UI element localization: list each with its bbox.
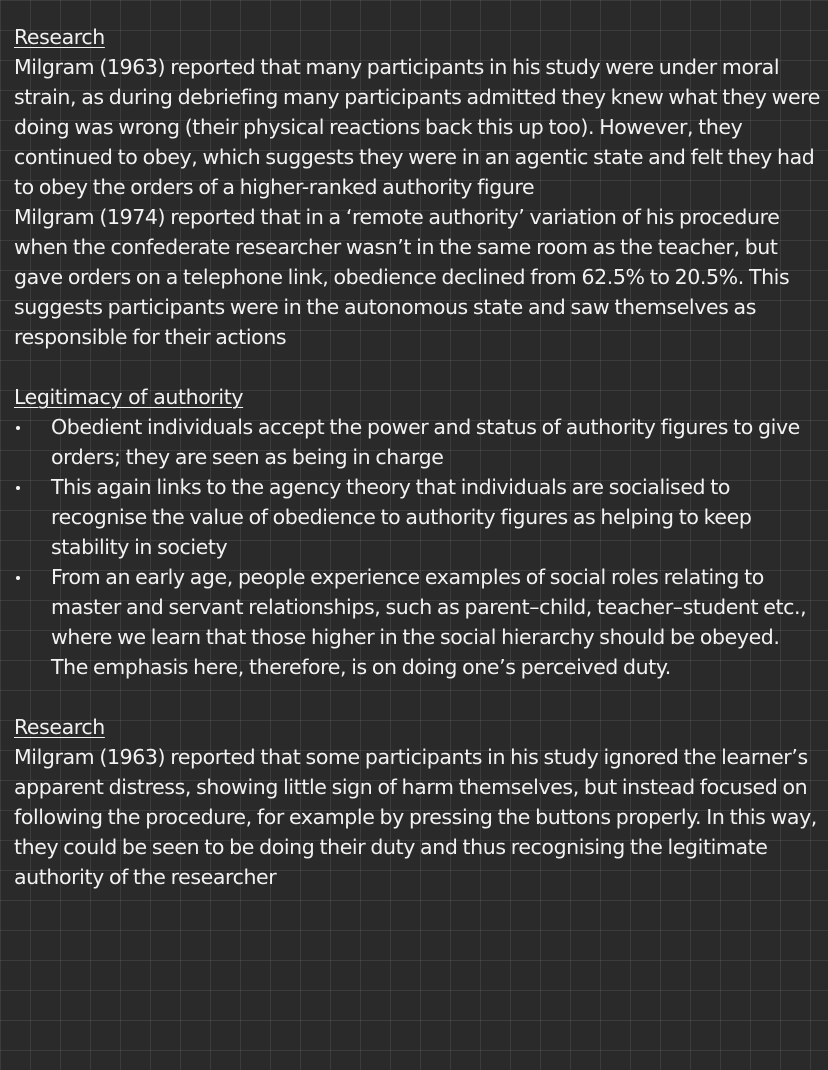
research-section-2 [14, 712, 820, 892]
list-item-text: From an early age, people experience examples of social roles relating to master and servant relationships, such as parent–child, teacher–student etc., where we learn that those higher in the social hierarchy should be obeyed. The emphasis here, therefore, is on doing one’s perceived duty. [51, 565, 807, 679]
list-item-text: Obedient individuals accept the power and status of authority figures to give orders; they are seen as being in charge [51, 415, 800, 469]
bullet-icon [16, 486, 20, 490]
research-section-1 [14, 22, 820, 352]
bullet-icon [16, 426, 20, 430]
spacer [14, 352, 820, 382]
list-item [14, 562, 820, 682]
section-heading: Research [14, 25, 105, 49]
list-item [14, 412, 820, 472]
bullet-icon [16, 576, 20, 580]
legitimacy-section [14, 382, 820, 682]
notes-page [14, 22, 820, 892]
list-item-text: This again links to the agency theory that individuals are socialised to recognise the value of obedience to authority figures as helping to keep stability in society [51, 475, 752, 559]
section-heading: Research [14, 715, 105, 739]
paragraph: Milgram (1974) reported that in a ‘remote authority’ variation of his procedure when the confederate researcher wasn’t in the same room as the teacher, but gave orders on a telephone link, obedience declined from 62.5% to 20.5%. This suggests participants were in the autonomous state and saw themselves as responsible for their actions [14, 205, 790, 349]
bullet-list [14, 412, 820, 682]
section-heading: Legitimacy of authority [14, 385, 244, 409]
spacer [14, 682, 820, 712]
paragraph: Milgram (1963) reported that many participants in his study were under moral strain, as during debriefing many participants admitted they knew what they were doing was wrong (their physical reactions back this up too). However, they continued to obey, which suggests they were in an agentic state and felt they had to obey the orders of a higher-ranked authority figure [14, 55, 820, 199]
paragraph: Milgram (1963) reported that some participants in his study ignored the learner’s apparent distress, showing little sign of harm themselves, but instead focused on following the procedure, for example by pressing the buttons properly. In this way, they could be seen to be doing their duty and thus recognising the legitimate authority of the researcher [14, 745, 817, 889]
list-item [14, 472, 820, 562]
